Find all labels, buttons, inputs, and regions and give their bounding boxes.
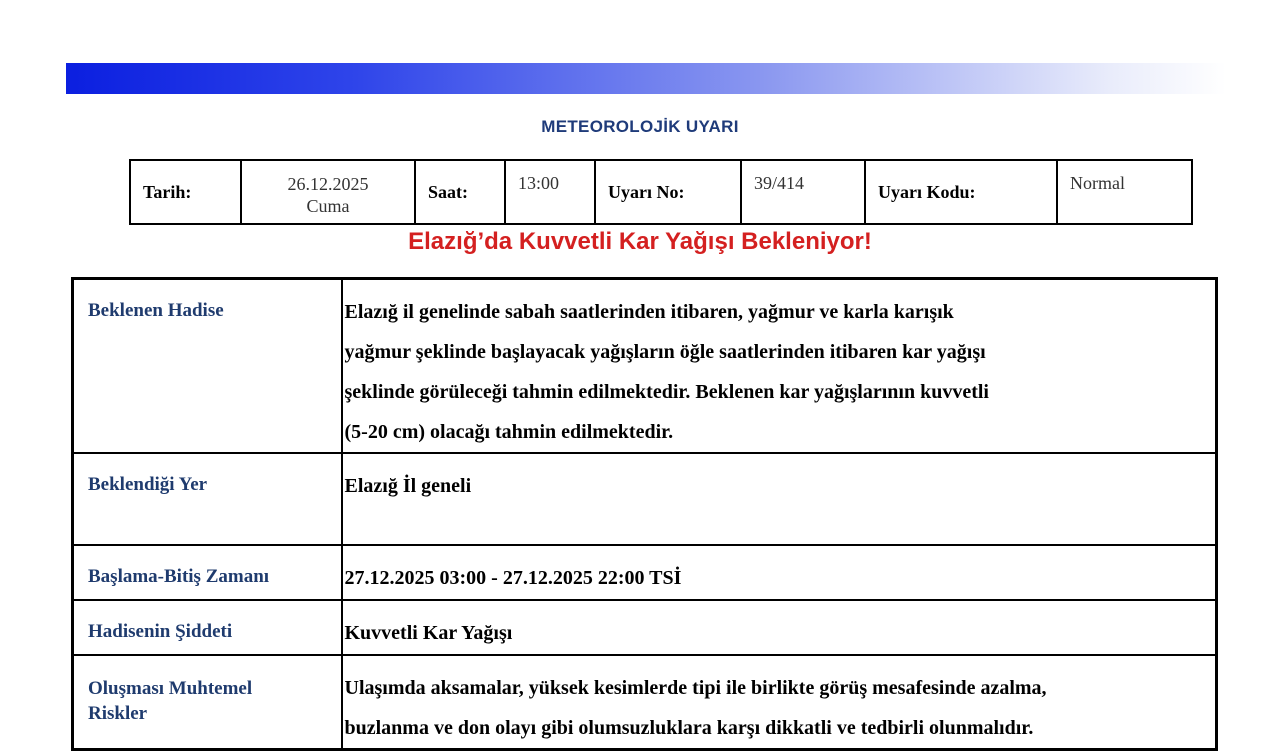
time-value: 13:00 — [505, 160, 595, 224]
text-line: şeklinde görüleceği tahmin edilmektedir. Beklenen kar yağışlarının kuvvetli — [344, 381, 989, 403]
time-range-text: 27.12.2025 03:00 - 27.12.2025 22:00 TSİ — [342, 545, 1217, 600]
date-label: Tarih: — [130, 160, 241, 224]
location-label: Beklendiği Yer — [73, 453, 342, 545]
warning-no-value: 39/414 — [741, 160, 865, 224]
risks-label-line: Oluşması Muhtemel — [88, 678, 253, 699]
text-line: buzlanma ve don olayı gibi olumsuzluklara karşı dikkatli ve tedbirli olunmalıdır. — [344, 717, 1034, 739]
warning-no-label: Uyarı No: — [595, 160, 741, 224]
details-row-severity — [73, 600, 1217, 655]
day-text: Cuma — [306, 196, 350, 216]
expected-event-text — [342, 279, 1217, 454]
warning-code-label: Uyarı Kodu: — [865, 160, 1057, 224]
location-text: Elazığ İl geneli — [342, 453, 1217, 545]
date-text: 26.12.2025 — [287, 174, 369, 194]
time-range-label: Başlama-Bitiş Zamanı — [73, 545, 342, 600]
risks-label-line: Riskler — [88, 703, 148, 724]
details-row-location — [73, 453, 1217, 545]
risks-text — [342, 655, 1217, 750]
header-gradient-banner — [66, 63, 1226, 94]
details-row-time-range — [73, 545, 1217, 600]
text-line: (5-20 cm) olacağı tahmin edilmektedir. — [344, 421, 674, 443]
text-line: Ulaşımda aksamalar, yüksek kesimlerde tipi ile birlikte görüş mesafesinde azalma, — [344, 677, 1047, 699]
document-title: METEOROLOJİK UYARI — [541, 117, 739, 136]
text-line: yağmur şeklinde başlayacak yağışların öğle saatlerinden itibaren kar yağışı — [344, 341, 986, 363]
time-label: Saat: — [415, 160, 505, 224]
expected-event-label: Beklenen Hadise — [73, 279, 342, 454]
warning-details-table — [71, 277, 1218, 751]
details-row-risks — [73, 655, 1217, 750]
severity-text: Kuvvetli Kar Yağışı — [342, 600, 1217, 655]
warning-headline: Elazığ’da Kuvvetli Kar Yağışı Bekleniyor! — [408, 228, 872, 255]
text-line: Elazığ il genelinde sabah saatlerinden itibaren, yağmur ve karla karışık — [344, 301, 954, 323]
warning-info-table — [129, 159, 1193, 225]
severity-label: Hadisenin Şiddeti — [73, 600, 342, 655]
warning-code-value: Normal — [1057, 160, 1192, 224]
details-row-expected-event — [73, 279, 1217, 454]
risks-label — [73, 655, 342, 750]
date-value — [241, 160, 415, 224]
